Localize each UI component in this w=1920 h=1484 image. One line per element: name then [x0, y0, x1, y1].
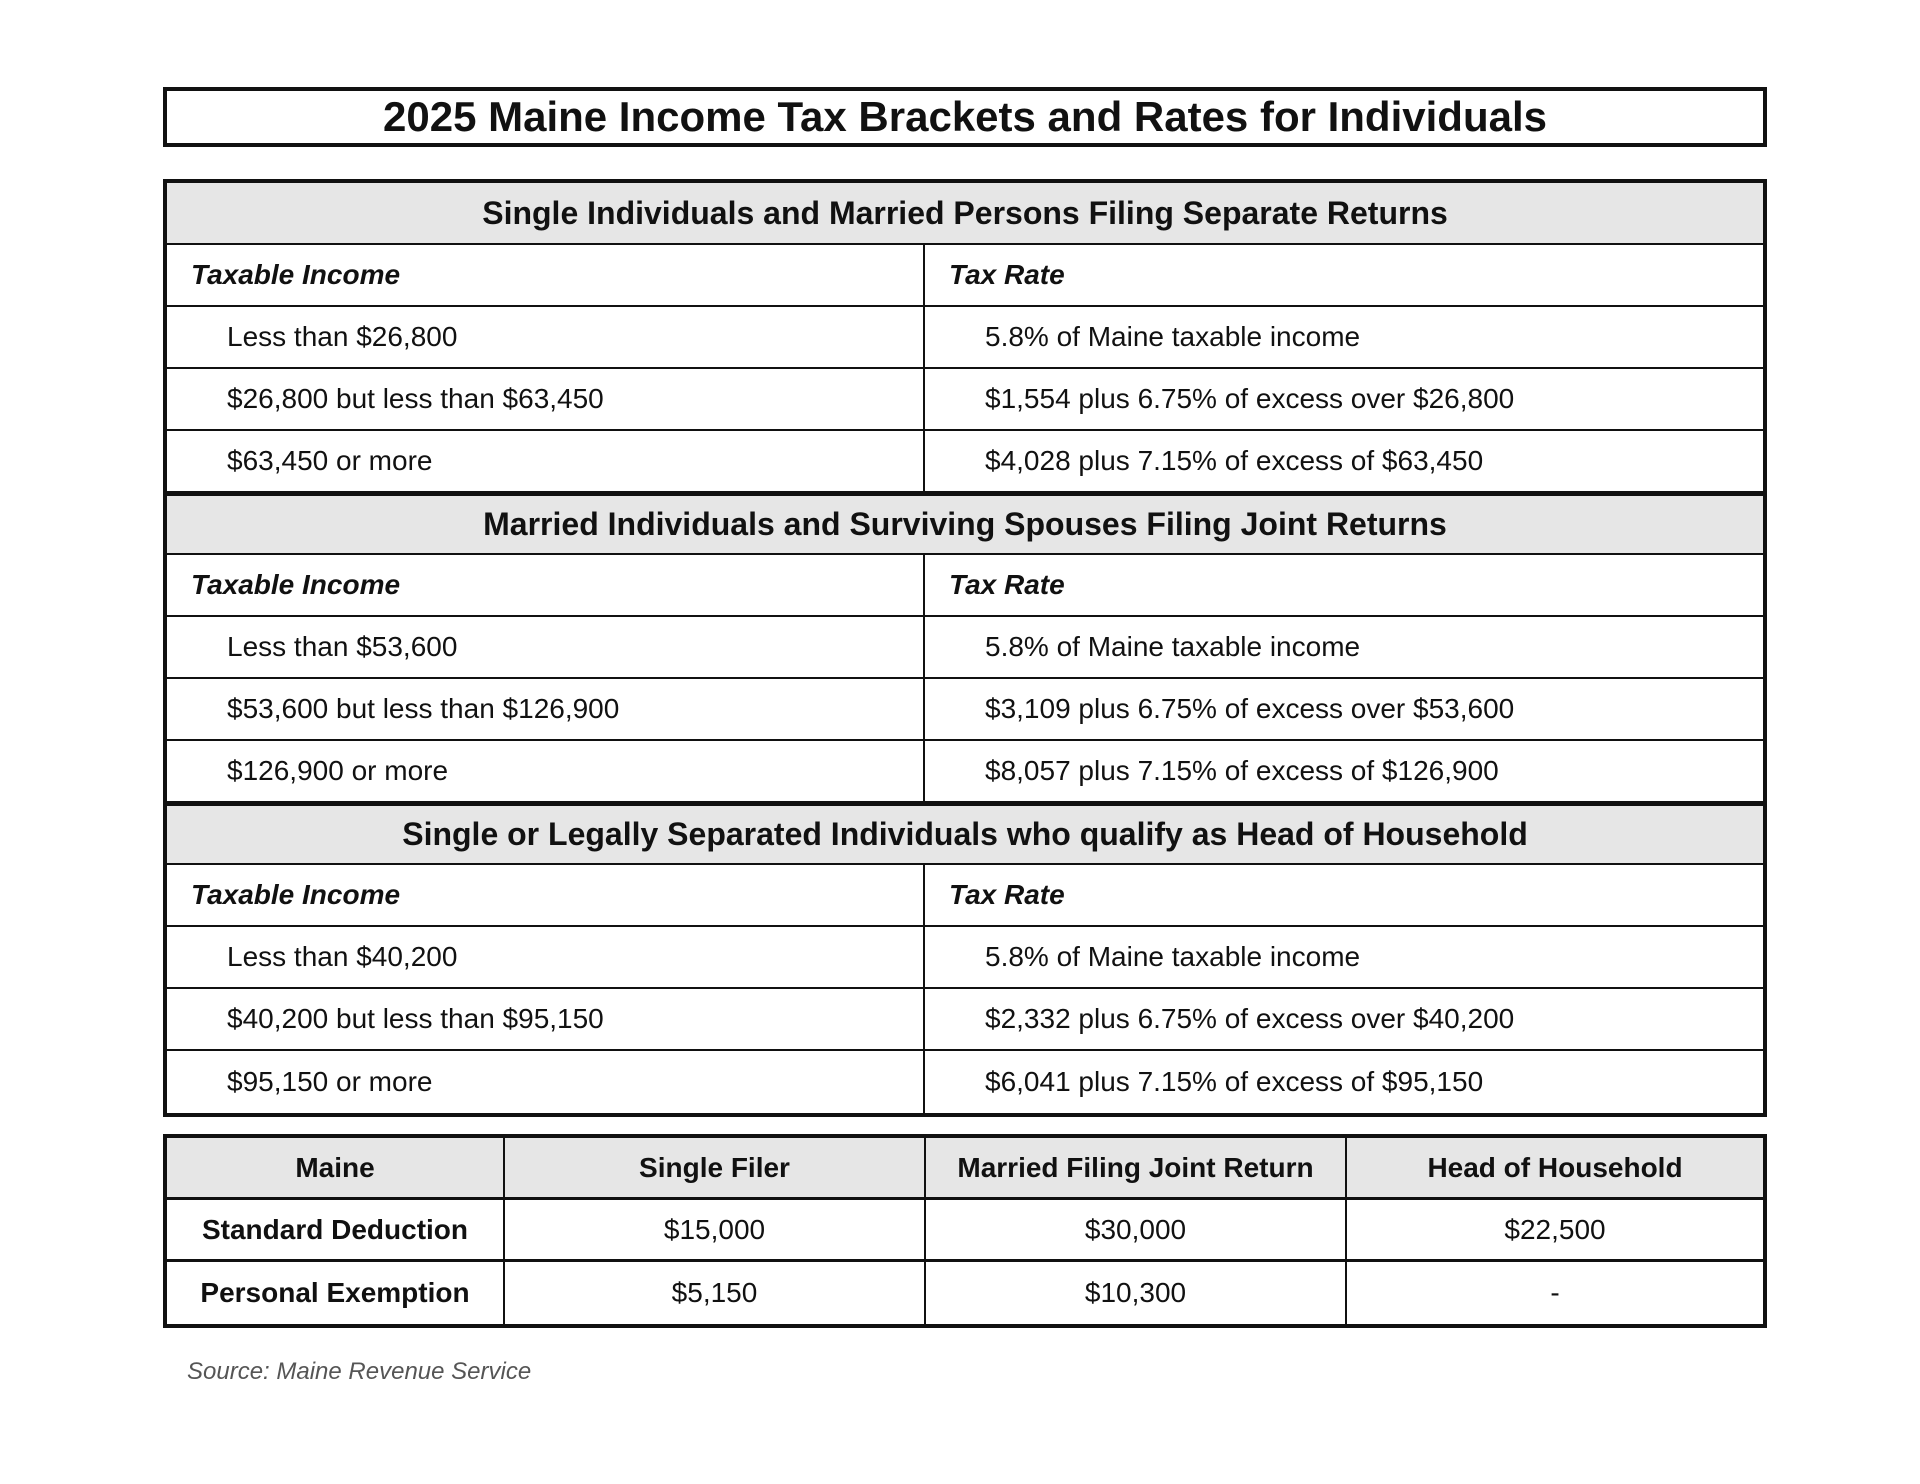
- deductions-header-row: [167, 1138, 1763, 1200]
- header-cell-maine: Maine: [167, 1138, 505, 1197]
- value-cell: $30,000: [926, 1200, 1347, 1259]
- value-cell: -: [1550, 1277, 1560, 1308]
- rate-cell: $3,109 plus 6.75% of excess over $53,600: [985, 693, 1515, 724]
- income-cell: $26,800 but less than $63,450: [167, 369, 925, 429]
- income-cell: $53,600 but less than $126,900: [167, 679, 925, 739]
- value-cell: $15,000: [505, 1200, 926, 1259]
- table-row: [167, 927, 1763, 989]
- column-header-income: Taxable Income: [167, 865, 925, 925]
- value-cell: $10,300: [926, 1262, 1347, 1324]
- section-single: [167, 183, 1763, 493]
- value-cell: $22,500: [1504, 1213, 1606, 1245]
- income-cell: Less than $40,200: [167, 927, 925, 987]
- table-row: [167, 1262, 1763, 1324]
- page-title: 2025 Maine Income Tax Brackets and Rates for Individuals: [163, 87, 1767, 147]
- income-cell: $63,450 or more: [167, 431, 925, 491]
- column-header-rate: Tax Rate: [949, 569, 1065, 600]
- header-cell-married-joint: Married Filing Joint Return: [926, 1138, 1347, 1197]
- rate-cell: 5.8% of Maine taxable income: [985, 631, 1361, 662]
- section-married-joint: [167, 493, 1763, 803]
- column-header-row: [167, 865, 1763, 927]
- section-heading: Married Individuals and Surviving Spouses Filing Joint Returns: [167, 493, 1763, 555]
- income-cell: Less than $53,600: [167, 617, 925, 677]
- table-row: [167, 617, 1763, 679]
- rate-cell: $4,028 plus 7.15% of excess of $63,450: [985, 445, 1484, 476]
- section-heading: Single Individuals and Married Persons Filing Separate Returns: [167, 183, 1763, 245]
- table-row: [167, 989, 1763, 1051]
- header-cell-single: Single Filer: [505, 1138, 926, 1197]
- column-header-income: Taxable Income: [167, 245, 925, 305]
- income-cell: $126,900 or more: [167, 741, 925, 801]
- column-header-rate: Tax Rate: [949, 259, 1065, 290]
- table-row: [167, 369, 1763, 431]
- tax-brackets-table: [163, 179, 1767, 1117]
- row-label: Standard Deduction: [167, 1200, 505, 1259]
- table-row: [167, 741, 1763, 803]
- table-row: [167, 1051, 1763, 1113]
- column-header-row: [167, 245, 1763, 307]
- header-cell-head-of-household: Head of Household: [1427, 1151, 1683, 1183]
- rate-cell: $8,057 plus 7.15% of excess of $126,900: [985, 755, 1499, 786]
- rate-cell: $1,554 plus 6.75% of excess over $26,800: [985, 383, 1515, 414]
- column-header-rate: Tax Rate: [949, 879, 1065, 910]
- table-row: [167, 1200, 1763, 1262]
- income-cell: Less than $26,800: [167, 307, 925, 367]
- rate-cell: 5.8% of Maine taxable income: [985, 941, 1361, 972]
- column-header-row: [167, 555, 1763, 617]
- income-cell: $40,200 but less than $95,150: [167, 989, 925, 1049]
- source-note: Source: Maine Revenue Service: [187, 1358, 532, 1385]
- table-row: [167, 307, 1763, 369]
- row-label: Personal Exemption: [167, 1262, 505, 1324]
- section-head-of-household: [167, 803, 1763, 1113]
- column-header-income: Taxable Income: [167, 555, 925, 615]
- rate-cell: $6,041 plus 7.15% of excess of $95,150: [985, 1066, 1484, 1097]
- deductions-table: [163, 1134, 1767, 1328]
- value-cell: $5,150: [505, 1262, 926, 1324]
- table-row: [167, 679, 1763, 741]
- rate-cell: 5.8% of Maine taxable income: [985, 321, 1361, 352]
- table-row: [167, 431, 1763, 493]
- income-cell: $95,150 or more: [167, 1051, 925, 1113]
- rate-cell: $2,332 plus 6.75% of excess over $40,200: [985, 1003, 1515, 1034]
- section-heading: Single or Legally Separated Individuals who qualify as Head of Household: [167, 803, 1763, 865]
